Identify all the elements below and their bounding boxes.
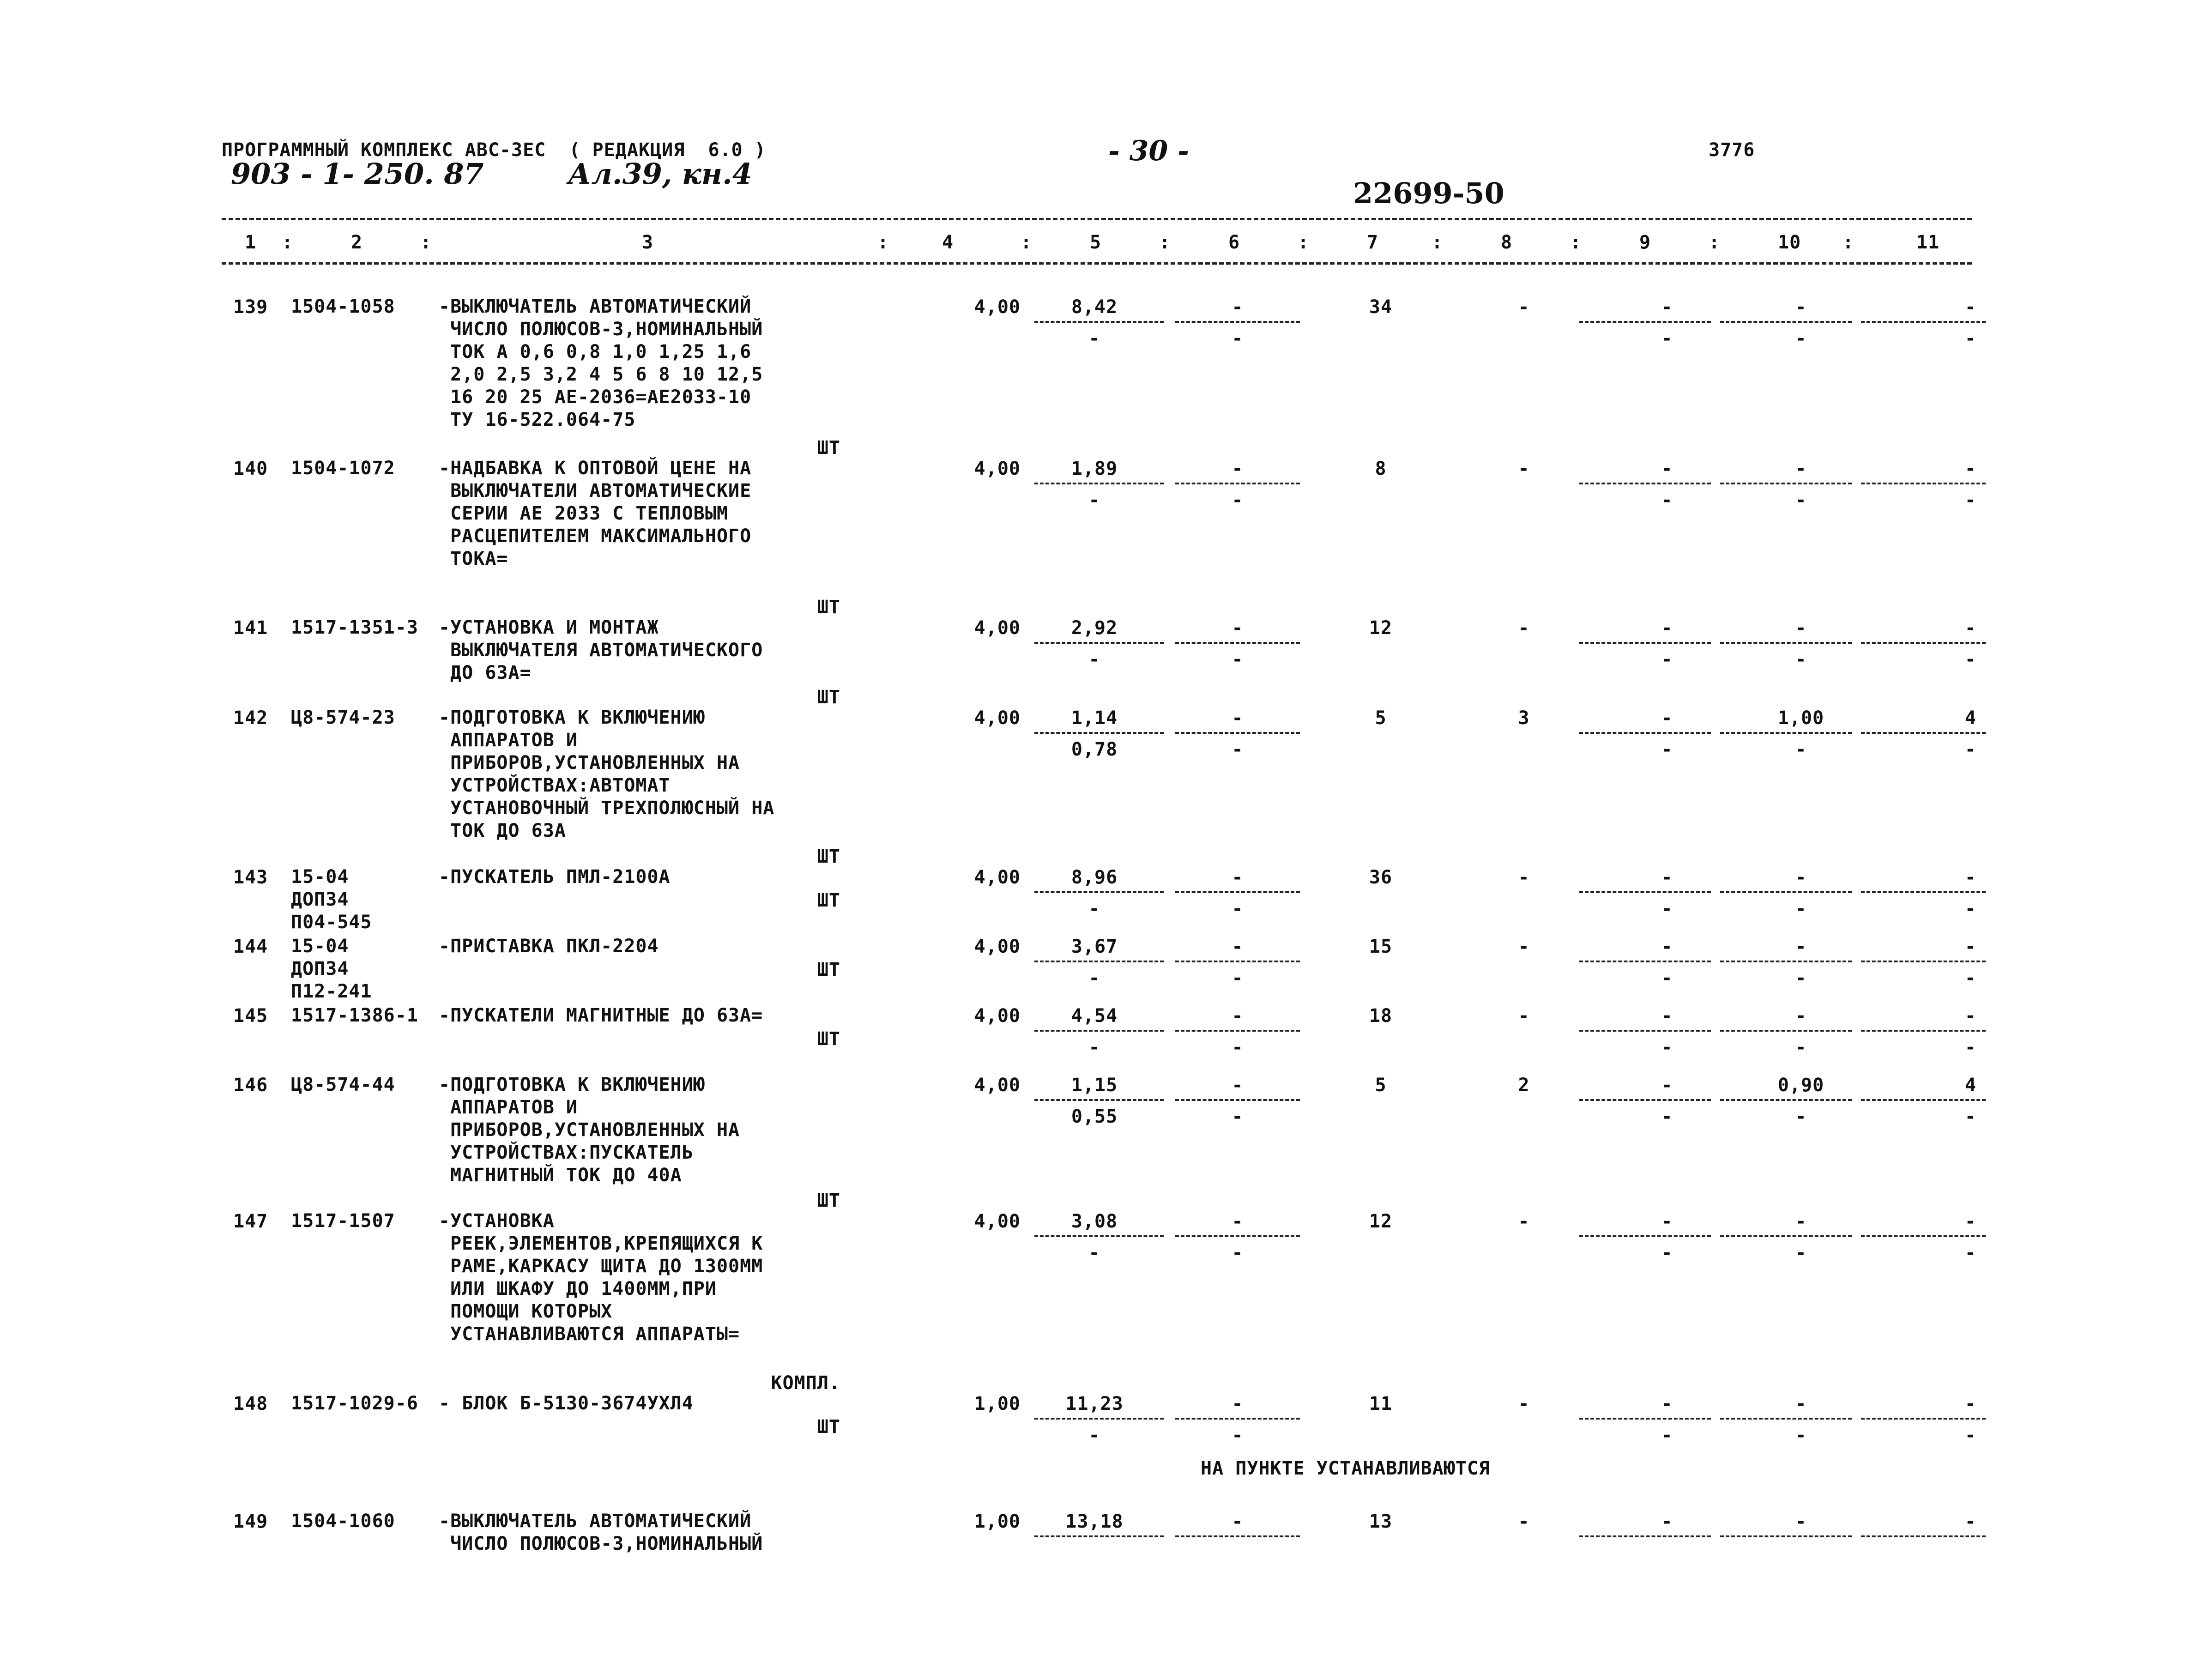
row-quantity: 4,00 [974, 936, 1021, 957]
row-sep-c11 [1861, 1535, 1986, 1537]
corner-number: 3776 [1709, 139, 1755, 161]
row-unit: ШТ [817, 1416, 840, 1438]
row-sep-c5 [1034, 1235, 1164, 1237]
row-quantity: 4,00 [974, 707, 1021, 729]
row-code: 15-04 ДОП34 П04-545 [291, 866, 372, 933]
row-sep-c5 [1034, 642, 1164, 644]
row-col6-secondary: - [1232, 1242, 1244, 1263]
row-col6: - [1232, 1393, 1244, 1414]
row-col9-secondary: - [1661, 967, 1673, 989]
row-code: 15-04 ДОП34 П12-241 [291, 936, 372, 1002]
column-separator: : [1159, 232, 1171, 253]
row-sep-c5 [1034, 1030, 1164, 1032]
row-code: 1504-1072 [291, 458, 395, 479]
row-unit-price-secondary: - [1088, 328, 1100, 349]
row-sep-c11 [1861, 891, 1986, 893]
row-col9: - [1661, 936, 1673, 957]
row-col6-secondary: - [1232, 739, 1244, 760]
row-col6: - [1232, 296, 1244, 318]
row-sep-c11 [1861, 483, 1986, 484]
row-description: -УСТАНОВКА И МОНТАЖ ВЫКЛЮЧАТЕЛЯ АВТОМАТИЧЕСКОГО ДО 63А= [439, 617, 763, 683]
row-sep-c10 [1720, 642, 1852, 644]
column-separator: : [877, 232, 889, 253]
row-unit-price-secondary: - [1088, 967, 1100, 989]
row-col9-secondary: - [1661, 1425, 1673, 1446]
row-col10-secondary: - [1795, 739, 1807, 760]
row-description: -ВЫКЛЮЧАТЕЛЬ АВТОМАТИЧЕСКИЙ ЧИСЛО ПОЛЮСОВ-3,НОМИНАЛЬНЫЙ ТОК А 0,6 0,8 1,0 1,25 1,6 2,0 2,5 3,2 4 5 6 8 10 12,5 16 20 25 АЕ-2036=АЕ2033-10 ТУ 16-522.064-75 [439, 296, 763, 430]
row-col9: - [1661, 296, 1673, 318]
column-separator: : [1570, 232, 1582, 253]
row-col11: - [1964, 1005, 1976, 1027]
column-number-1: 1 [245, 232, 257, 253]
row-quantity: 4,00 [974, 1211, 1021, 1232]
row-total: 12 [1369, 617, 1393, 639]
row-total: 12 [1369, 1211, 1393, 1232]
row-description: -ПОДГОТОВКА К ВКЛЮЧЕНИЮ АППАРАТОВ И ПРИБОРОВ,УСТАНОВЛЕННЫХ НА УСТРОЙСТВАХ:ПУСКАТЕЛЬ МАГНИТНЫЙ ТОК ДО 40А [439, 1074, 740, 1186]
row-sep-c5 [1034, 732, 1164, 734]
row-col9-secondary: - [1661, 1037, 1673, 1058]
row-col11-secondary: - [1964, 967, 1976, 989]
row-total: 34 [1369, 296, 1393, 318]
row-description: -ПУСКАТЕЛЬ ПМЛ-2100А [439, 866, 671, 888]
row-col9: - [1661, 1211, 1673, 1232]
row-unit-price: 1,14 [1071, 707, 1118, 729]
row-sep-c11 [1861, 1235, 1986, 1237]
row-total: 18 [1369, 1005, 1393, 1027]
row-col9: - [1661, 1005, 1673, 1027]
row-col10-secondary: - [1795, 489, 1807, 511]
row-col9-secondary: - [1661, 898, 1673, 919]
row-col11: 4 [1964, 1075, 1976, 1096]
row-col6: - [1232, 1511, 1244, 1532]
row-number: 145 [233, 1005, 268, 1027]
row-description: -НАДБАВКА К ОПТОВОЙ ЦЕНЕ НА ВЫКЛЮЧАТЕЛИ АВТОМАТИЧЕСКИЕ СЕРИИ АЕ 2033 С ТЕПЛОВЫМ РАСЦЕПИТЕЛЕМ МАКСИМАЛЬНОГО ТОКА= [439, 458, 752, 569]
row-col9: - [1661, 617, 1673, 639]
row-col11: - [1964, 936, 1976, 957]
row-col8: - [1518, 1211, 1530, 1232]
row-number: 144 [233, 936, 268, 957]
row-col8: - [1518, 1005, 1530, 1027]
column-number-11: 11 [1916, 232, 1940, 253]
row-col10-secondary: - [1795, 1106, 1807, 1127]
row-col8: - [1518, 617, 1530, 639]
row-col8: - [1518, 458, 1530, 479]
row-sep-c10 [1720, 1030, 1852, 1032]
row-sep-c6 [1175, 732, 1300, 734]
row-code: 1517-1386-1 [291, 1005, 418, 1026]
row-col11: - [1964, 617, 1976, 639]
row-unit: ШТ [817, 437, 840, 459]
row-unit-price: 11,23 [1065, 1393, 1124, 1414]
row-unit-price-secondary: - [1088, 649, 1100, 670]
page-number: - 30 - [1108, 135, 1190, 167]
row-col11-secondary: - [1964, 1106, 1976, 1127]
row-unit-price: 2,92 [1071, 617, 1118, 639]
row-quantity: 4,00 [974, 1005, 1021, 1027]
row-col11: - [1964, 296, 1976, 318]
row-sep-c10 [1720, 891, 1852, 893]
row-unit: ШТ [817, 959, 840, 980]
row-total: 5 [1375, 1075, 1387, 1096]
row-code: 1517-1029-6 [291, 1393, 418, 1414]
row-sep-c6 [1175, 961, 1300, 962]
row-unit-price: 1,89 [1071, 458, 1118, 479]
row-sep-c6 [1175, 891, 1300, 893]
row-col10: - [1795, 1511, 1807, 1532]
row-col10-secondary: - [1795, 328, 1807, 349]
row-col11-secondary: - [1964, 1037, 1976, 1058]
row-description: -УСТАНОВКА РЕЕК,ЭЛЕМЕНТОВ,КРЕПЯЩИХСЯ К РАМЕ,КАРКАСУ ЩИТА ДО 1300ММ ИЛИ ШКАФУ ДО 1400ММ,ПРИ ПОМОЩИ КОТОРЫХ УСТАНАВЛИВАЮТСЯ АППАРАТЫ= [439, 1210, 763, 1345]
column-separator: : [420, 232, 432, 253]
row-col10: - [1795, 1005, 1807, 1027]
row-code: 1517-1351-3 [291, 617, 418, 638]
row-col10: - [1795, 458, 1807, 479]
row-col9-secondary: - [1661, 1106, 1673, 1127]
row-unit-price-secondary: - [1088, 489, 1100, 511]
row-col10-secondary: - [1795, 1037, 1807, 1058]
row-col6-secondary: - [1232, 649, 1244, 670]
row-sep-c11 [1861, 1030, 1986, 1032]
row-total: 5 [1375, 707, 1387, 729]
row-sep-c6 [1175, 1418, 1300, 1420]
row-col11: 4 [1964, 707, 1976, 729]
row-unit: ШТ [817, 1190, 840, 1211]
row-unit-price: 4,54 [1071, 1005, 1118, 1027]
row-col6-secondary: - [1232, 1037, 1244, 1058]
row-col6: - [1232, 1211, 1244, 1232]
row-unit-price: 13,18 [1065, 1511, 1124, 1532]
row-col6-secondary: - [1232, 489, 1244, 511]
row-col8: - [1518, 1511, 1530, 1532]
row-sep-c6 [1175, 483, 1300, 484]
row-col11-secondary: - [1964, 649, 1976, 670]
row-sep-c9 [1579, 1535, 1711, 1537]
row-total: 11 [1369, 1393, 1393, 1414]
column-separator: : [1021, 232, 1033, 253]
row-col10: - [1795, 1393, 1807, 1414]
row-unit-price: 3,67 [1071, 936, 1118, 957]
row-col11: - [1964, 867, 1976, 888]
row-number: 140 [233, 458, 268, 479]
row-col10-secondary: - [1795, 649, 1807, 670]
row-code: 1504-1058 [291, 296, 395, 317]
row-description: -ПРИСТАВКА ПКЛ-2204 [439, 936, 659, 957]
row-number: 139 [233, 296, 268, 318]
row-sep-c9 [1579, 642, 1711, 644]
row-col9-secondary: - [1661, 739, 1673, 760]
row-col9-secondary: - [1661, 489, 1673, 511]
row-sep-c9 [1579, 1030, 1711, 1032]
row-sep-c5 [1034, 961, 1164, 962]
row-col6-secondary: - [1232, 1425, 1244, 1446]
row-sep-c10 [1720, 483, 1852, 484]
row-number: 143 [233, 867, 268, 888]
row-sep-c9 [1579, 1418, 1711, 1420]
row-col10: - [1795, 867, 1807, 888]
row-sep-c11 [1861, 1418, 1986, 1420]
row-col9-secondary: - [1661, 328, 1673, 349]
row-sep-c11 [1861, 321, 1986, 323]
row-code: Ц8-574-23 [291, 707, 395, 728]
row-description: - БЛОК Б-5130-3674УХЛ4 [439, 1393, 694, 1414]
row-sep-c9 [1579, 321, 1711, 323]
row-sep-c9 [1579, 483, 1711, 484]
row-col6: - [1232, 458, 1244, 479]
row-sep-c6 [1175, 1099, 1300, 1101]
row-col10-secondary: - [1795, 1425, 1807, 1446]
column-separator: : [1709, 232, 1721, 253]
row-quantity: 4,00 [974, 617, 1021, 639]
row-quantity: 4,00 [974, 867, 1021, 888]
column-number-9: 9 [1639, 232, 1651, 253]
row-col8: - [1518, 296, 1530, 318]
row-col9-secondary: - [1661, 1242, 1673, 1263]
row-sep-c6 [1175, 642, 1300, 644]
row-col10-secondary: - [1795, 967, 1807, 989]
row-col8: - [1518, 936, 1530, 957]
row-unit: ШТ [817, 890, 840, 911]
row-col10: - [1795, 936, 1807, 957]
row-col9: - [1661, 707, 1673, 729]
row-description: -ПОДГОТОВКА К ВКЛЮЧЕНИЮ АППАРАТОВ И ПРИБОРОВ,УСТАНОВЛЕННЫХ НА УСТРОЙСТВАХ:АВТОМАТ УСТАНОВОЧНЫЙ ТРЕХПОЛЮСНЫЙ НА ТОК ДО 63А [439, 707, 775, 841]
row-sep-c9 [1579, 891, 1711, 893]
row-sep-c11 [1861, 961, 1986, 962]
handwritten-sheet-ref: Ал.39, кн.4 [568, 157, 752, 191]
row-sep-c11 [1861, 1099, 1986, 1101]
row-sep-c11 [1861, 642, 1986, 644]
row-sep-c10 [1720, 1418, 1852, 1420]
row-unit-price-secondary: - [1088, 1425, 1100, 1446]
row-sep-c6 [1175, 1535, 1300, 1537]
column-number-8: 8 [1501, 232, 1513, 253]
row-sep-c9 [1579, 1235, 1711, 1237]
row-col11-secondary: - [1964, 489, 1976, 511]
row-col10-secondary: - [1795, 898, 1807, 919]
column-separator: : [1432, 232, 1444, 253]
row-col6: - [1232, 617, 1244, 639]
row-code: 1504-1060 [291, 1511, 395, 1532]
row-col10: - [1795, 617, 1807, 639]
row-col11-secondary: - [1964, 328, 1976, 349]
row-unit-price: 8,42 [1071, 296, 1118, 318]
row-unit: ШТ [817, 597, 840, 618]
row-unit: КОМПЛ. [771, 1372, 840, 1394]
row-col10: 1,00 [1777, 707, 1824, 729]
row-col8: - [1518, 867, 1530, 888]
row-col11: - [1964, 1511, 1976, 1532]
column-number-6: 6 [1228, 232, 1240, 253]
row-sep-c10 [1720, 1099, 1852, 1101]
row-number: 148 [233, 1393, 268, 1414]
row-col9: - [1661, 1393, 1673, 1414]
row-total: 36 [1369, 867, 1393, 888]
row-col9: - [1661, 1511, 1673, 1532]
row-sep-c5 [1034, 1535, 1164, 1537]
row-total: 8 [1375, 458, 1387, 479]
row-col8: - [1518, 1393, 1530, 1414]
row-sep-c9 [1579, 1099, 1711, 1101]
row-code: 1517-1507 [291, 1210, 395, 1232]
row-number: 146 [233, 1075, 268, 1096]
column-number-3: 3 [642, 232, 654, 253]
row-col9: - [1661, 867, 1673, 888]
row-col6-secondary: - [1232, 328, 1244, 349]
row-number: 147 [233, 1211, 268, 1232]
row-col11-secondary: - [1964, 1425, 1976, 1446]
row-col11-secondary: - [1964, 1242, 1976, 1263]
row-sep-c10 [1720, 1535, 1852, 1537]
row-col6: - [1232, 936, 1244, 957]
row-unit-price: 1,15 [1071, 1075, 1118, 1096]
row-148-note: НА ПУНКТЕ УСТАНАВЛИВАЮТСЯ [1201, 1458, 1491, 1479]
column-separator: : [1843, 232, 1855, 253]
row-col6: - [1232, 1005, 1244, 1027]
row-col10: - [1795, 1211, 1807, 1232]
row-unit-price-secondary: - [1088, 898, 1100, 919]
row-code: Ц8-574-44 [291, 1074, 395, 1095]
row-sep-c5 [1034, 321, 1164, 323]
handwritten-project-code: 903 - 1- 250. 87 [231, 157, 484, 191]
row-unit-price: 3,08 [1071, 1211, 1118, 1232]
row-sep-c10 [1720, 732, 1852, 734]
row-col10-secondary: - [1795, 1242, 1807, 1263]
column-separator: : [282, 232, 294, 253]
row-sep-c9 [1579, 732, 1711, 734]
row-unit-price-secondary: - [1088, 1037, 1100, 1058]
row-col11-secondary: - [1964, 739, 1976, 760]
row-col9-secondary: - [1661, 649, 1673, 670]
row-col10: 0,90 [1777, 1075, 1824, 1096]
row-quantity: 1,00 [974, 1511, 1021, 1532]
row-col11: - [1964, 1393, 1976, 1414]
row-unit: ШТ [817, 687, 840, 708]
row-col6: - [1232, 1075, 1244, 1096]
row-col11: - [1964, 1211, 1976, 1232]
row-col11-secondary: - [1964, 898, 1976, 919]
row-col6: - [1232, 707, 1244, 729]
row-col10: - [1795, 296, 1807, 318]
row-unit-price: 8,96 [1071, 867, 1118, 888]
column-number-7: 7 [1367, 232, 1379, 253]
row-sep-c10 [1720, 321, 1852, 323]
header-rule-bottom [222, 262, 1972, 265]
row-description: -ПУСКАТЕЛИ МАГНИТНЫЕ ДО 63А= [439, 1005, 763, 1026]
row-col9: - [1661, 1075, 1673, 1096]
row-col6-secondary: - [1232, 967, 1244, 989]
row-quantity: 4,00 [974, 458, 1021, 479]
row-sep-c5 [1034, 891, 1164, 893]
row-sep-c5 [1034, 1418, 1164, 1420]
row-sep-c6 [1175, 1235, 1300, 1237]
row-unit-price-secondary: 0,78 [1071, 739, 1118, 760]
column-number-5: 5 [1090, 232, 1102, 253]
row-col11: - [1964, 458, 1976, 479]
program-title: ПРОГРАММНЫЙ КОМПЛЕКС АВС-ЗЕС ( РЕДАКЦИЯ 6.0 ) [222, 139, 766, 161]
row-sep-c9 [1579, 961, 1711, 962]
row-sep-c6 [1175, 1030, 1300, 1032]
row-quantity: 4,00 [974, 1075, 1021, 1096]
row-unit-price-secondary: 0,55 [1071, 1106, 1118, 1127]
row-sep-c5 [1034, 483, 1164, 484]
row-number: 149 [233, 1511, 268, 1532]
row-col8: 3 [1518, 707, 1530, 729]
row-col6: - [1232, 867, 1244, 888]
row-col8: 2 [1518, 1075, 1530, 1096]
row-total: 15 [1369, 936, 1393, 957]
row-col6-secondary: - [1232, 898, 1244, 919]
row-col6-secondary: - [1232, 1106, 1244, 1127]
row-quantity: 1,00 [974, 1393, 1021, 1414]
row-sep-c11 [1861, 732, 1986, 734]
column-number-2: 2 [351, 232, 363, 253]
row-number: 141 [233, 617, 268, 639]
column-number-4: 4 [942, 232, 954, 253]
column-number-10: 10 [1778, 232, 1801, 253]
row-sep-c5 [1034, 1099, 1164, 1101]
header-rule-top [222, 218, 1972, 220]
row-col9: - [1661, 458, 1673, 479]
row-sep-c10 [1720, 1235, 1852, 1237]
row-unit-price-secondary: - [1088, 1242, 1100, 1263]
row-sep-c10 [1720, 961, 1852, 962]
column-separator: : [1298, 232, 1310, 253]
row-number: 142 [233, 707, 268, 729]
row-description: -ВЫКЛЮЧАТЕЛЬ АВТОМАТИЧЕСКИЙ ЧИСЛО ПОЛЮСОВ-3,НОМИНАЛЬНЫЙ [439, 1511, 763, 1554]
row-unit: ШТ [817, 1028, 840, 1050]
row-quantity: 4,00 [974, 296, 1021, 318]
row-unit: ШТ [817, 846, 840, 867]
row-total: 13 [1369, 1511, 1393, 1532]
row-sep-c6 [1175, 321, 1300, 323]
handwritten-doc-code: 22699-50 [1353, 176, 1504, 210]
